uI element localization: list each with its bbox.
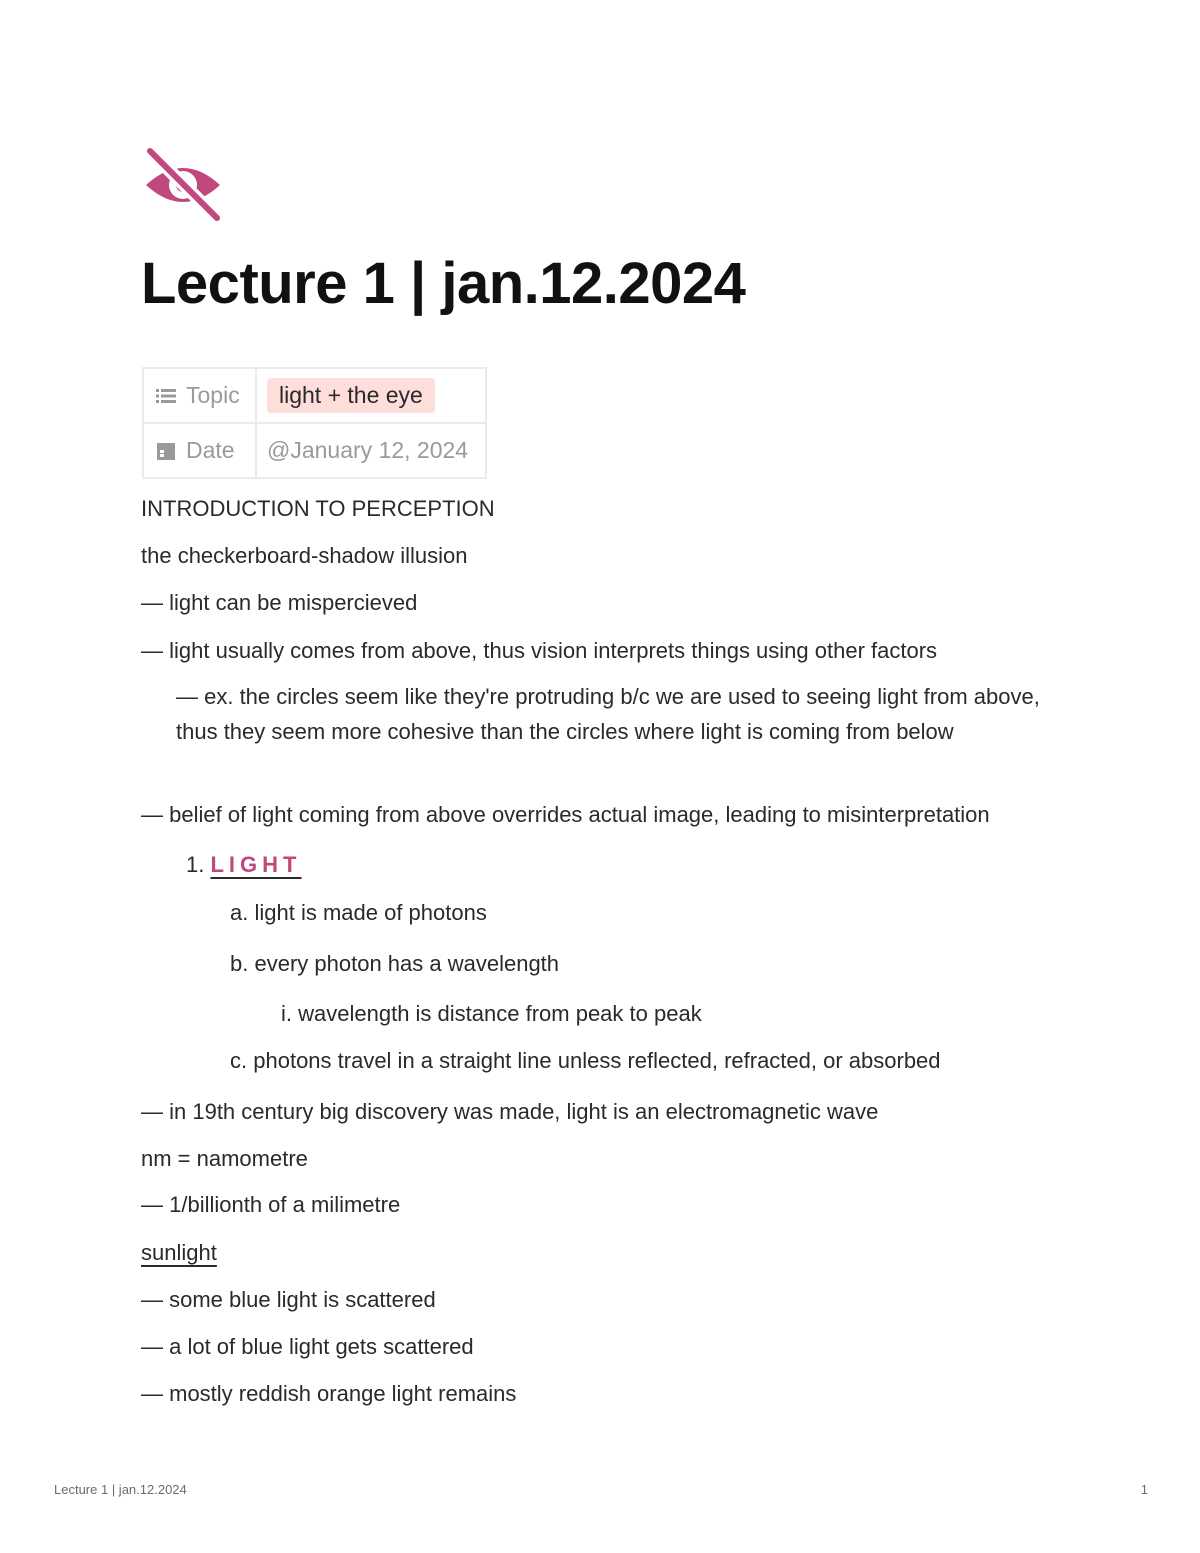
property-value-date[interactable] xyxy=(256,423,486,478)
misperceived-line: — light can be mispercieved xyxy=(141,590,418,615)
section-title-light: LIGHT xyxy=(210,852,302,877)
property-key-topic xyxy=(143,368,256,423)
list-marker: a. xyxy=(230,900,249,925)
calendar-icon xyxy=(156,441,176,461)
list-marker: i. xyxy=(281,1001,292,1026)
intro-heading: INTRODUCTION TO PERCEPTION xyxy=(141,496,495,521)
section-number: 1. xyxy=(186,852,205,877)
list-item xyxy=(230,895,487,930)
page-title: Lecture 1 | jan.12.2024 xyxy=(141,251,746,316)
list-item-text: photons travel in a straight line unless reflected, refracted, or absorbed xyxy=(253,1048,941,1073)
list-marker: b. xyxy=(230,951,249,976)
properties-table xyxy=(142,367,487,479)
lot-blue-line: — a lot of blue light gets scattered xyxy=(141,1334,474,1359)
list-item-text: wavelength is distance from peak to peak xyxy=(298,1001,702,1026)
some-blue-line: — some blue light is scattered xyxy=(141,1287,436,1312)
topic-tag[interactable]: light + the eye xyxy=(267,378,435,413)
from-above-line: — light usually comes from above, thus vision interprets things using other factors xyxy=(141,638,938,663)
sunlight-heading: sunlight xyxy=(141,1240,217,1265)
topic-label: Topic xyxy=(186,382,240,408)
footer-title: Lecture 1 | jan.12.2024 xyxy=(54,1482,187,1497)
eye-slash-icon xyxy=(143,146,223,222)
belief-line: — belief of light coming from above overrides actual image, leading to misinterpretation xyxy=(141,802,990,827)
illusion-line: the checkerboard-shadow illusion xyxy=(141,543,468,568)
list-item-text: every photon has a wavelength xyxy=(254,951,560,976)
nested-list-item xyxy=(281,996,702,1031)
century-line: — in 19th century big discovery was made, light is an electromagnetic wave xyxy=(141,1099,879,1124)
property-key-date xyxy=(143,423,256,478)
property-row-date xyxy=(143,423,486,478)
circles-example-paragraph: — ex. the circles seem like they're protruding b/c we are used to seeing light from above, thus they seem more cohesive than the circles where light is coming from below xyxy=(176,684,1040,744)
nm-line: nm = namometre xyxy=(141,1146,308,1171)
list-item xyxy=(230,946,559,981)
billionth-line: — 1/billionth of a milimetre xyxy=(141,1192,401,1217)
footer-page-number: 1 xyxy=(1140,1482,1148,1497)
list-icon xyxy=(156,388,176,404)
list-item xyxy=(230,1043,941,1078)
reddish-line: — mostly reddish orange light remains xyxy=(141,1381,517,1406)
property-value-topic[interactable] xyxy=(256,368,486,423)
list-item-text: light is made of photons xyxy=(254,900,487,925)
section-light xyxy=(186,847,301,882)
date-value[interactable]: @January 12, 2024 xyxy=(267,437,469,463)
list-marker: c. xyxy=(230,1048,248,1073)
date-label: Date xyxy=(186,437,235,463)
property-row-topic xyxy=(143,368,486,423)
